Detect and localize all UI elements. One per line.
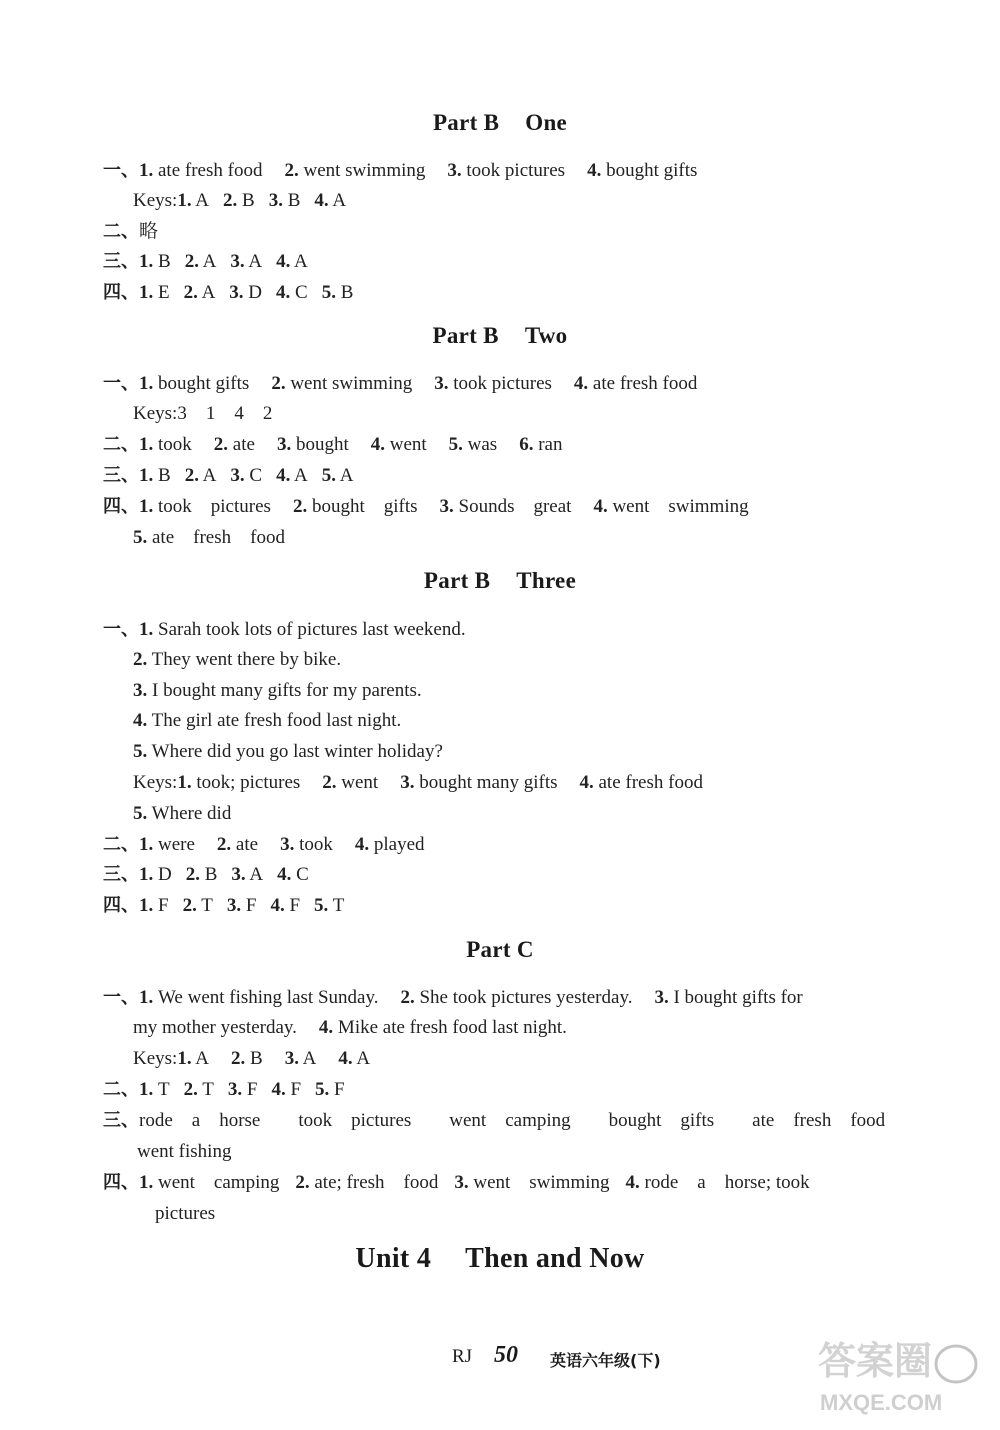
watermark-logo [810,1330,986,1420]
answer-line: 一、1. bought gifts 2. went swimming 3. took pictures 4. ate fresh food [103,373,698,394]
answer-line: pictures [155,1203,216,1224]
answer-line: 一、1. Sarah took lots of pictures last weekend. [103,619,466,640]
answer-line: 三、1. B 2. A 3. C 4. A 5. A [103,465,354,486]
answer-line: 二、1. took 2. ate 3. bought 4. went 5. was 6. ran [103,434,563,455]
answer-line: 2. They went there by bike. [133,649,342,670]
answer-line: 一、1. We went fishing last Sunday. 2. She took pictures yesterday. 3. I bought gifts for [103,987,803,1008]
heading-part-c: Part C [466,937,534,962]
answer-line: 三、1. B 2. A 3. A 4. A [103,251,308,272]
keys-line: Keys:3 1 4 2 [133,403,273,424]
answer-line: 四、1. F 2. T 3. F 4. F 5. T [103,895,345,916]
answer-line: 四、1. E 2. A 3. D 4. C 5. B [103,282,354,303]
footer-subject: 英语六年级(下) [550,1351,661,1370]
answer-line: 二、1. T 2. T 3. F 4. F 5. F [103,1079,345,1100]
keys-line: Keys:1. A 2. B 3. A 4. A [133,1048,371,1069]
answer-line: 四、1. went camping 2. ate; fresh food 3. went swimming 4. rode a horse; took [103,1172,810,1193]
answer-line: 5. Where did you go last winter holiday? [133,741,443,762]
heading-unit-4: Unit 4 Then and Now [355,1243,645,1274]
footer-series: RJ [452,1346,473,1367]
heading-part-b-two: Part B Two [432,323,568,348]
answer-line: went fishing [137,1141,232,1162]
answer-line: 三、rode a horse took pictures went camping bought gifts ate fresh food [103,1110,886,1131]
svg-text:MXQE.COM: MXQE.COM [820,1390,943,1415]
heading-part-b-one: Part B One [432,110,568,135]
answer-line: my mother yesterday. 4. Mike ate fresh food last night. [133,1017,567,1038]
heading-part-b-three: Part B Three [423,568,577,593]
page-number: 50 [494,1342,518,1368]
keys-line: Keys:1. A 2. B 3. B 4. A [133,190,347,211]
answer-line: 3. I bought many gifts for my parents. [133,680,422,701]
answer-line: 二、略 [103,221,159,242]
answer-line: 四、1. took pictures 2. bought gifts 3. Sounds great 4. went swimming [103,496,749,517]
answer-line: 三、1. D 2. B 3. A 4. C [103,864,309,885]
answer-line: 二、1. were 2. ate 3. took 4. played [103,834,425,855]
answer-line: 5. Where did [133,803,232,824]
keys-line: Keys:1. took; pictures 2. went 3. bought many gifts 4. ate fresh food [133,772,703,793]
svg-text:答案圈: 答案圈 [818,1339,933,1383]
answer-line: 一、1. ate fresh food 2. went swimming 3. took pictures 4. bought gifts [103,160,698,181]
answer-line: 4. The girl ate fresh food last night. [133,710,402,731]
answer-line: 5. ate fresh food [133,527,285,548]
